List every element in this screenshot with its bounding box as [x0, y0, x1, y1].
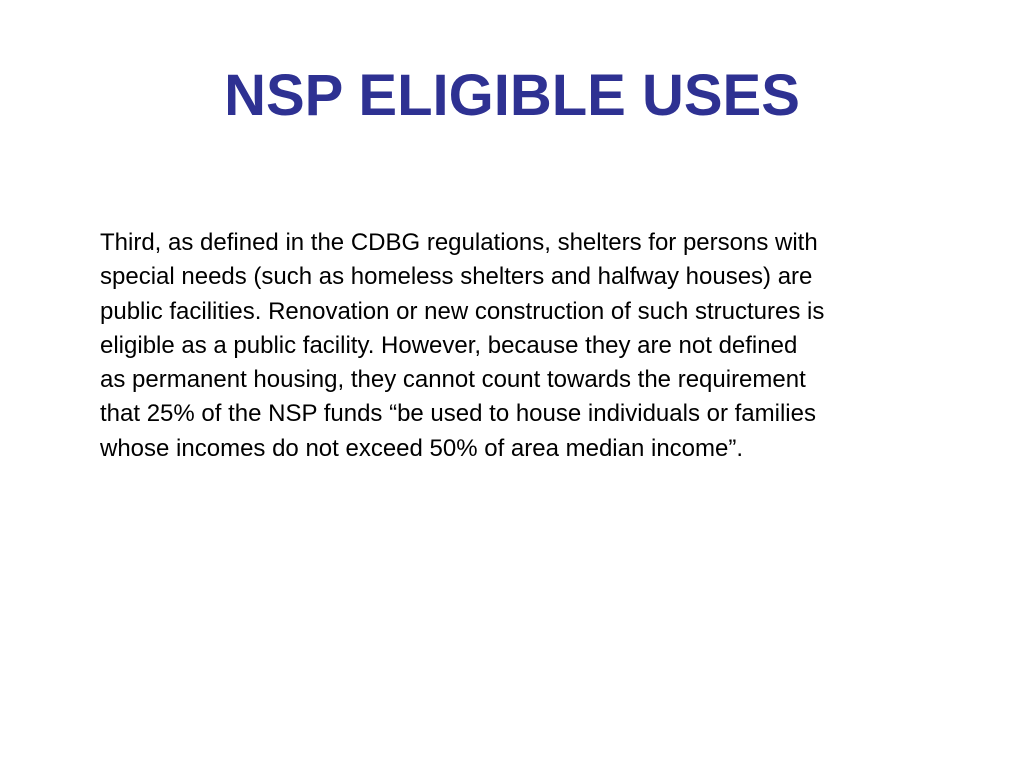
body-line: that 25% of the NSP funds “be used to house individuals or families — [100, 400, 816, 428]
slide-title: NSP ELIGIBLE USES — [224, 63, 800, 128]
body-line: Third, as defined in the CDBG regulations, shelters for persons with — [100, 229, 818, 256]
slide-body-paragraph — [100, 226, 972, 466]
body-line: public facilities. Renovation or new construction of such structures is — [100, 297, 825, 325]
body-line: special needs (such as homeless shelters and halfway houses) are — [100, 263, 813, 291]
body-line: as permanent housing, they cannot count towards the requirement — [100, 366, 806, 394]
body-line: eligible as a public facility. However, because they are not defined — [100, 331, 798, 359]
body-line: whose incomes do not exceed 50% of area median income”. — [100, 434, 744, 462]
